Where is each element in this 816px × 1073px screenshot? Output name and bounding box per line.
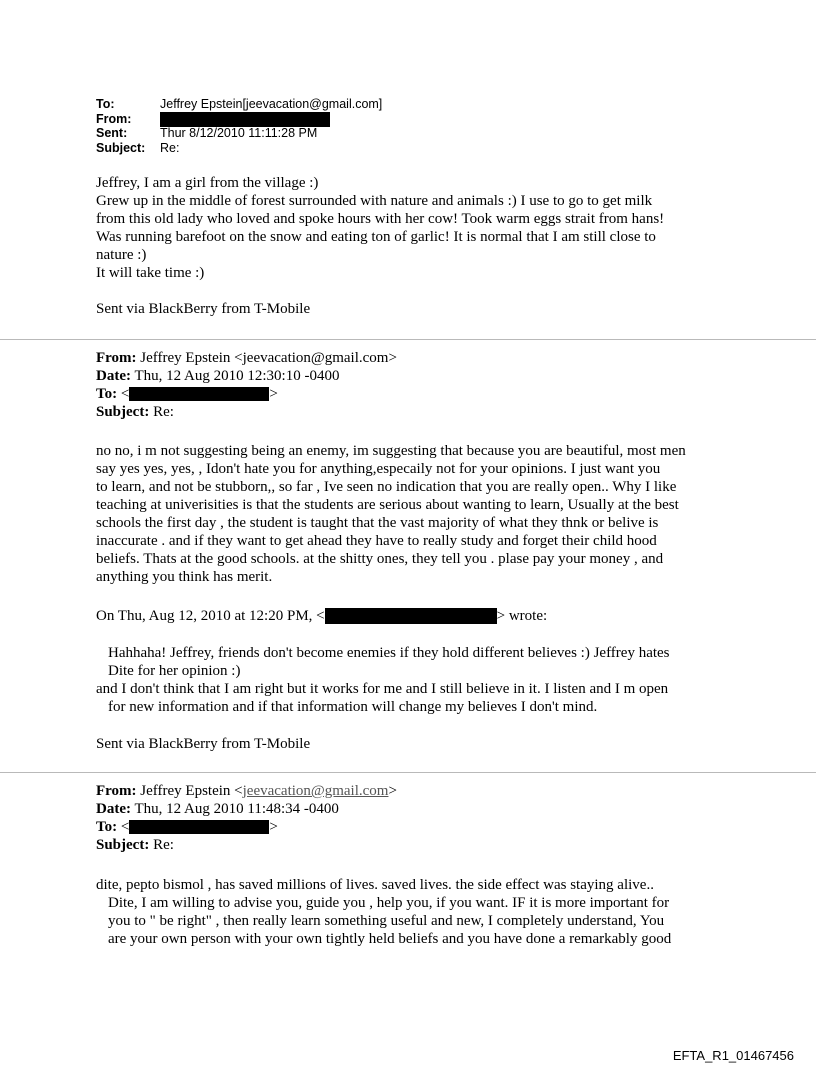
- message2-date-row: [96, 367, 736, 385]
- message3-date-row: [96, 800, 736, 818]
- message2-from-row: [96, 349, 736, 367]
- to-label: To:: [96, 386, 118, 402]
- message2-signature: Sent via BlackBerry from T-Mobile: [96, 736, 311, 752]
- body-line: schools the first day , the student is taught that the vast majority of what they thnk or belive is: [96, 515, 659, 531]
- from-label: From:: [96, 783, 137, 799]
- date-value: Thu, 12 Aug 2010 11:48:34 -0400: [134, 801, 339, 817]
- separator-line: [0, 339, 816, 340]
- email-header: [96, 97, 382, 155]
- header-to-row: [96, 97, 382, 112]
- quote-line: for new information and if that information will change my believes I don't mind.: [108, 699, 598, 715]
- quote-line: Hahhaha! Jeffrey, friends don't become enemies if they hold different believes :) Jeffrey hates: [108, 645, 670, 661]
- quote-line: Dite for her opinion :): [108, 663, 241, 679]
- subject-value: Re:: [160, 140, 180, 155]
- body-line: to learn, and not be stubborn,, so far , Ive seen no indication that you are really open.. Why I like: [96, 479, 677, 495]
- body-line: from this old lady who loved and spoke hours with her cow! Took warm eggs strait from hans!: [96, 211, 665, 227]
- subject-label: Subject:: [96, 837, 150, 853]
- to-value: Jeffrey Epstein[jeevacation@gmail.com]: [160, 97, 383, 111]
- message1-signature: Sent via BlackBerry from T-Mobile: [96, 301, 311, 317]
- message2-meta: [96, 349, 736, 421]
- message3-body: [96, 876, 736, 948]
- message1-body: [96, 174, 736, 282]
- subject-value: Re:: [153, 837, 174, 853]
- separator-line: [0, 772, 816, 773]
- body-line: Grew up in the middle of forest surrounded with nature and animals :) I use to go to get milk: [96, 193, 653, 209]
- body-line: Jeffrey, I am a girl from the village :): [96, 175, 319, 191]
- body-line: are your own person with your own tightly held beliefs and you have done a remarkably good: [108, 931, 672, 947]
- body-line: Was running barefoot on the snow and eating ton of garlic! It is normal that I am still close to: [96, 229, 656, 245]
- body-line: teaching at univerisities is that the students are serious about wanting to learn, Usually at the best: [96, 497, 679, 513]
- from-label: From:: [96, 111, 132, 126]
- body-line: inaccurate . and if they want to get ahead they have to really study and forget their child hood: [96, 533, 657, 549]
- sent-value: Thur 8/12/2010 11:11:28 PM: [160, 126, 318, 140]
- quote-line: and I don't think that I am right but it works for me and I still believe in it. I listen and I m open: [96, 681, 669, 697]
- body-line: no no, i m not suggesting being an enemy, im suggesting that because you are beautiful, most men: [96, 443, 686, 459]
- message2-subject-row: [96, 403, 736, 421]
- message3-from-row: From: Jeffrey Epstein <jeevacation@gmail.com>: [96, 783, 397, 799]
- body-line: you to " be right" , then really learn something useful and new, I completely understand, You: [108, 913, 665, 929]
- date-value: Thu, 12 Aug 2010 12:30:10 -0400: [134, 368, 340, 384]
- from-value: Jeffrey Epstein <jeevacation@gmail.com>: [140, 350, 397, 366]
- subject-value: Re:: [153, 404, 174, 420]
- sent-label: Sent:: [96, 126, 128, 140]
- redaction-bar: [160, 112, 330, 127]
- body-line: anything you think has merit.: [96, 569, 273, 585]
- date-label: Date:: [96, 368, 131, 384]
- redaction-bar: [129, 387, 269, 401]
- body-line: nature :): [96, 247, 147, 263]
- subject-label: Subject:: [96, 404, 150, 420]
- body-line: Dite, I am willing to advise you, guide you , help you, if you want. IF it is more important for: [108, 895, 670, 911]
- body-line: beliefs. Thats at the good schools. at the shitty ones, they tell you . plase pay your money , and: [96, 551, 664, 567]
- to-label: To:: [96, 97, 115, 111]
- from-label: From:: [96, 350, 137, 366]
- message2-to-row: To: < >: [96, 386, 278, 402]
- body-line: dite, pepto bismol , has saved millions of lives. saved lives. the side effect was staying alive..: [96, 877, 654, 893]
- subject-label: Subject:: [96, 140, 146, 155]
- redaction-bar: [325, 608, 497, 624]
- header-subject-row: [96, 141, 382, 156]
- to-label: To:: [96, 819, 118, 835]
- header-from-row: [96, 112, 382, 127]
- quote-intro: On Thu, Aug 12, 2010 at 12:20 PM, < > wrote:: [96, 608, 548, 624]
- message3-meta: [96, 782, 736, 854]
- message2-body: [96, 442, 736, 586]
- body-line: say yes yes, yes, , Idon't hate you for anything,especaily not for your opinions. I just want you: [96, 461, 661, 477]
- date-label: Date:: [96, 801, 131, 817]
- message3-subject-row: [96, 836, 736, 854]
- message3-to-row: To: < >: [96, 819, 278, 835]
- redaction-bar: [129, 820, 269, 834]
- header-sent-row: [96, 126, 382, 141]
- document-id: EFTA_R1_01467456: [672, 1048, 794, 1063]
- body-line: It will take time :): [96, 265, 205, 281]
- quoted-message: [96, 644, 736, 716]
- email-link[interactable]: jeevacation@gmail.com: [242, 783, 389, 799]
